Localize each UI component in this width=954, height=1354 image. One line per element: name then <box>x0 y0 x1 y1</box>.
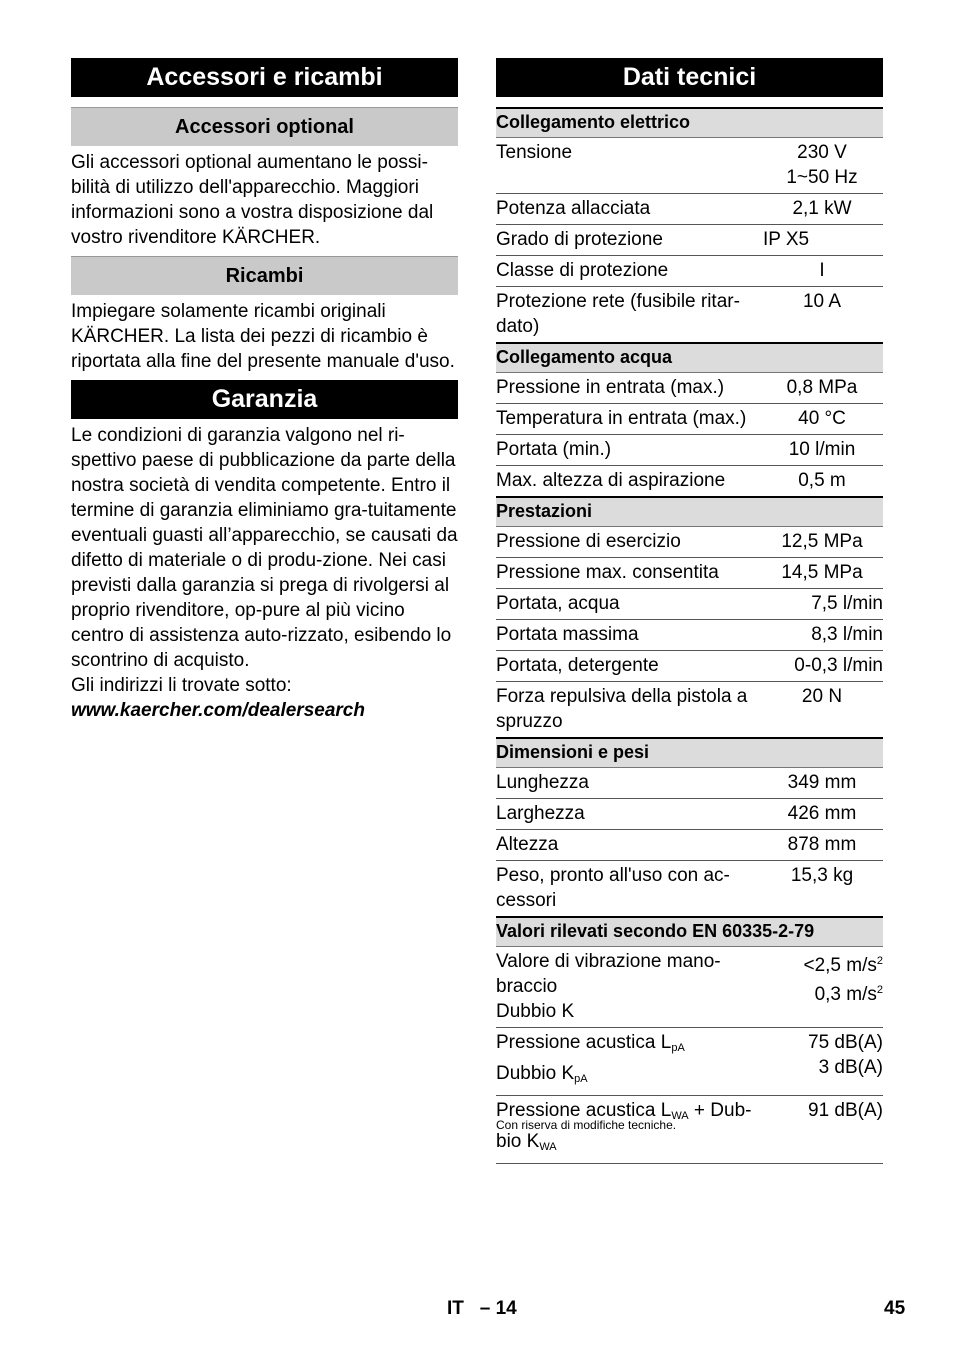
table-row <box>496 1028 883 1096</box>
spec-label: Potenza allacciata <box>496 194 761 225</box>
spec-value: 12,5 MPa <box>761 527 883 558</box>
table-row <box>496 620 883 651</box>
heading-dati-tecnici: Dati tecnici <box>496 58 883 97</box>
spec-label: Portata (min.) <box>496 435 761 466</box>
section-row <box>496 738 883 768</box>
spec-label: Max. altezza di aspirazione <box>496 466 761 498</box>
spec-label-line <box>496 1030 761 1061</box>
spec-value: 40 °C <box>761 404 883 435</box>
table-row <box>496 651 883 682</box>
paragraph-ricambi: Impiegare solamente ricambi originali KÄRCHER. La lista dei pezzi di ricambio è riportata alla fine del presente manuale d'uso. <box>71 301 455 372</box>
table-row <box>496 256 883 287</box>
spec-value-line: 1~50 Hz <box>786 167 858 188</box>
subscript: WA <box>539 1141 557 1153</box>
table-row <box>496 558 883 589</box>
pw-label: Pressione acustica L <box>496 1100 672 1121</box>
spec-value-line: 3 dB(A) <box>818 1057 883 1078</box>
section-row <box>496 108 883 138</box>
section-prestazioni: Prestazioni <box>496 497 883 527</box>
table-row <box>496 225 883 256</box>
table-row <box>496 287 883 344</box>
table-row <box>496 589 883 620</box>
dealersearch-link[interactable]: www.kaercher.com/dealersearch <box>71 700 365 721</box>
table-row <box>496 138 883 194</box>
table-row <box>496 947 883 1028</box>
table-row <box>496 466 883 498</box>
footer-page-local <box>447 1298 517 1320</box>
spec-label-line: Valore di vibrazione mano-braccio <box>496 951 721 997</box>
spec-label: Pressione di esercizio <box>496 527 761 558</box>
spec-value: 426 mm <box>761 799 883 830</box>
pw-label-mid: + Dub-bio K <box>496 1100 752 1152</box>
spec-label: Temperatura in entrata (max.) <box>496 404 761 435</box>
spec-value: 15,3 kg <box>761 861 883 918</box>
spec-label: Grado di protezione <box>496 225 761 256</box>
section-row <box>496 917 883 947</box>
spec-value-line <box>761 949 883 978</box>
section-acqua: Collegamento acqua <box>496 343 883 373</box>
subscript: pA <box>574 1073 588 1085</box>
left-column <box>71 58 458 723</box>
spec-value: 8,3 l/min <box>761 620 883 651</box>
spec-label: Lunghezza <box>496 768 761 799</box>
section-elettrico: Collegamento elettrico <box>496 108 883 138</box>
spec-label: Classe di protezione <box>496 256 761 287</box>
paragraph-indirizzi: Gli indirizzi li trovate sotto: <box>71 675 292 696</box>
spec-label: Tensione <box>496 138 761 194</box>
table-row <box>496 830 883 861</box>
specs-table <box>496 107 883 1164</box>
spec-value: 10 l/min <box>761 435 883 466</box>
section-row <box>496 343 883 373</box>
footer-local-number: – 14 <box>479 1298 517 1319</box>
spec-label: Larghezza <box>496 799 761 830</box>
subscript: pA <box>671 1042 685 1054</box>
spec-label: Portata, acqua <box>496 589 761 620</box>
spec-label <box>496 947 761 1028</box>
spec-value: 91 dB(A) <box>761 1096 883 1164</box>
subscript: WA <box>671 1110 689 1122</box>
spec-value: IP X5 <box>761 225 883 256</box>
spec-label: Portata massima <box>496 620 761 651</box>
heading-accessori-optional: Accessori optional <box>71 107 458 146</box>
spec-label: Altezza <box>496 830 761 861</box>
spec-label: Protezione rete (fusibile ritar-dato) <box>496 287 761 344</box>
spec-value-line: 230 V <box>797 142 847 163</box>
pa-label: Pressione acustica L <box>496 1032 672 1053</box>
spec-value: 2,1 kW <box>761 194 883 225</box>
spec-value: 349 mm <box>761 768 883 799</box>
spec-value <box>761 138 883 194</box>
spec-label <box>496 1028 761 1096</box>
spec-value: 14,5 MPa <box>761 558 883 589</box>
footer-page-global: 45 <box>884 1298 906 1319</box>
vib-value-1: <2,5 m/s <box>803 955 877 976</box>
footer-lang: IT <box>447 1298 464 1319</box>
table-row <box>496 194 883 225</box>
spec-label-line: Dubbio K <box>496 1001 575 1022</box>
superscript: 2 <box>876 984 883 996</box>
spec-value: I <box>761 256 883 287</box>
spec-value <box>761 947 883 1028</box>
vib-value-2: 0,3 m/s <box>814 984 877 1005</box>
section-valori: Valori rilevati secondo EN 60335-2-79 <box>496 917 883 947</box>
spec-value: 10 A <box>761 287 883 344</box>
spec-label: Portata, detergente <box>496 651 761 682</box>
paragraph-accessori-optional: Gli accessori optional aumentano le possi-bilità di utilizzo dell'apparecchio. Maggiori informazioni sono a vostra disposizione dal vostro rivenditore KÄRCHER. <box>71 152 434 248</box>
table-row <box>496 799 883 830</box>
table-row <box>496 527 883 558</box>
spec-label: Pressione max. consentita <box>496 558 761 589</box>
table-row <box>496 435 883 466</box>
spec-label: Pressione in entrata (max.) <box>496 373 761 404</box>
technical-note: Con riserva di modifiche tecniche. <box>496 1118 677 1132</box>
spec-value: 7,5 l/min <box>761 589 883 620</box>
spec-value-line: 75 dB(A) <box>808 1032 883 1053</box>
spec-value <box>761 1028 883 1096</box>
superscript: 2 <box>876 955 883 967</box>
spec-value: 878 mm <box>761 830 883 861</box>
heading-accessori-ricambi: Accessori e ricambi <box>71 58 458 97</box>
spec-label: Peso, pronto all'uso con ac-cessori <box>496 861 761 918</box>
table-row <box>496 682 883 739</box>
section-dimensioni: Dimensioni e pesi <box>496 738 883 768</box>
spec-label-line <box>496 1061 761 1092</box>
spec-value: 0-0,3 l/min <box>761 651 883 682</box>
spec-value: 0,8 MPa <box>761 373 883 404</box>
right-column <box>496 58 883 1164</box>
table-row <box>496 861 883 918</box>
table-row <box>496 768 883 799</box>
spec-label: Forza repulsiva della pistola a spruzzo <box>496 682 761 739</box>
heading-garanzia: Garanzia <box>71 380 458 419</box>
spec-value: 20 N <box>761 682 883 739</box>
paragraph-garanzia: Le condizioni di garanzia valgono nel ri-spettivo paese di pubblicazione da parte della nostra società di vendita competente. Entro il termine di garanzia eliminiamo gra-tuitamente eventuali guasti all’apparecchio, se causati da difetto di materiale o di produ-zione. Nei casi previsti dalla garanzia si prega di rivolgersi al proprio rivenditore, op-pure al più vicino centro di assistenza auto-rizzato, esibendo lo scontrino di acquisto. <box>71 425 458 671</box>
spec-value: 0,5 m <box>761 466 883 498</box>
heading-ricambi: Ricambi <box>71 256 458 295</box>
pa-uncertainty-label: Dubbio K <box>496 1063 575 1084</box>
spec-value-line <box>761 978 883 1007</box>
table-row <box>496 373 883 404</box>
section-row <box>496 497 883 527</box>
table-row <box>496 404 883 435</box>
